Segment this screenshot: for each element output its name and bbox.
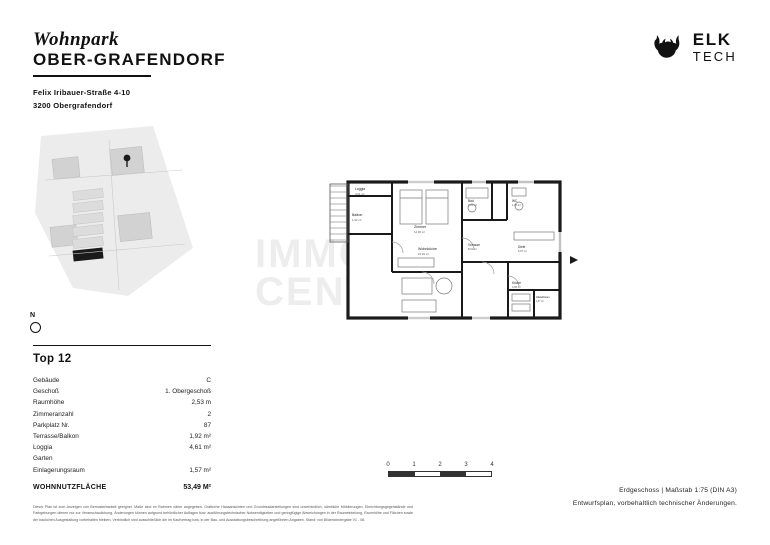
room-label: Wohnküche xyxy=(418,247,437,251)
svg-text:1,57 m²: 1,57 m² xyxy=(536,301,544,303)
spec-label: Einlagerungsraum xyxy=(33,466,85,474)
plan-disclaimer-caption: Entwurfsplan, vorbehaltlich technischer Änderungen. xyxy=(572,500,737,507)
compass-rose xyxy=(30,312,60,333)
scale-tick-labels xyxy=(388,462,498,471)
table-row xyxy=(33,431,211,442)
spec-value: 87 xyxy=(203,421,211,429)
room-label: Zimmer xyxy=(414,225,427,229)
scale-tick: 1 xyxy=(412,462,416,468)
scale-bar-segments xyxy=(388,471,492,477)
spec-label: Parkplatz Nr. xyxy=(33,421,70,429)
elk-head-icon xyxy=(650,30,684,64)
table-row xyxy=(33,375,211,386)
brand-name-location: OBER-GRAFENDORF xyxy=(33,49,226,69)
page-title: Top 12 xyxy=(33,353,72,365)
room-label: Abstellraum xyxy=(536,296,550,299)
spec-value: C xyxy=(206,377,211,385)
scale-tick: 4 xyxy=(490,462,494,468)
spec-label: Geschoß xyxy=(33,388,59,396)
address-line-2: 3200 Obergrafendorf xyxy=(33,100,113,110)
brand-divider xyxy=(33,75,151,77)
scale-bar xyxy=(388,462,498,477)
spec-label: Garten xyxy=(33,455,53,463)
view-direction-arrow xyxy=(570,256,578,264)
svg-text:15,26 m²: 15,26 m² xyxy=(418,252,430,256)
spec-label: Raumhöhe xyxy=(33,399,65,407)
unit-divider-top xyxy=(33,345,211,346)
svg-text:1,46 m²: 1,46 m² xyxy=(512,204,521,207)
room-label: Balkon xyxy=(352,213,363,217)
room-label: Vorraum xyxy=(468,243,481,247)
total-area-row xyxy=(33,484,211,491)
logo-wordmark xyxy=(693,31,737,63)
spec-value: 4,61 m² xyxy=(189,444,211,452)
spec-label: Gebäude xyxy=(33,377,60,385)
table-row xyxy=(33,442,211,453)
table-row xyxy=(33,420,211,431)
total-area-value: 53,49 M² xyxy=(183,483,211,491)
plan-scale-caption: Erdgeschoss | Maßstab 1:75 (DIN A3) xyxy=(619,487,737,494)
table-row xyxy=(33,397,211,408)
spec-label: Terrasse/Balkon xyxy=(33,433,79,441)
spec-value: 1,92 m² xyxy=(189,433,211,441)
compass-north-label: N xyxy=(30,312,36,319)
company-logo xyxy=(650,30,737,64)
address-line-1: Felix Iribauer-Straße 4-10 xyxy=(33,87,131,97)
scale-tick: 3 xyxy=(464,462,468,468)
brand-name-script: Wohnpark xyxy=(33,29,120,50)
svg-text:6,07 m²: 6,07 m² xyxy=(518,250,527,253)
room-label: Diele xyxy=(518,245,526,249)
spec-label: Zimmeranzahl xyxy=(33,410,74,418)
scale-tick: 0 xyxy=(386,462,390,468)
floorplan-drawing xyxy=(322,172,582,332)
room-label: Bad xyxy=(468,199,474,203)
spec-value: 1. Obergeschoß xyxy=(165,388,211,396)
unit-spec-table xyxy=(33,375,211,476)
plan-footer-info xyxy=(407,487,737,507)
svg-text:4,96 m²: 4,96 m² xyxy=(512,286,521,289)
room-label: Loggia xyxy=(355,187,366,191)
spec-value: 1,57 m² xyxy=(189,466,211,474)
svg-text:8,91 m²: 8,91 m² xyxy=(468,248,477,251)
legal-disclaimer: Dieser Plan ist zum Anzeigen von Bemusterbarkeit geeignet. Maße sind im Rahmen näher angegeben. Grafische Hausansichten und Grundrissdarstellungen sind unverbindlich, sämtliche Möblierungen, Einrichtungsgegenstände und Farbgebungen dienen nur zur Veranschaulichung. Änderungen können aufgrund behördlicher Auflagen bzw. ausführungstechnischer Notwendigkeiten und geringfügige Abweichungen in der Raumeinteilung, Raumhöhe und Flächen sowie der baulichen Ausgestaltung vorbehalten bleiben. Verbindlich sind ausschließlich die im Kaufvertrag bzw. in der Bau- und Ausstattungsbeschreibung angeführten Angaben. Stand: von Bilderwiedergabe V1 - 06. xyxy=(33,505,413,522)
room-label: WC xyxy=(512,199,518,203)
room-label: Küche xyxy=(512,281,522,285)
scale-tick: 2 xyxy=(438,462,442,468)
table-row xyxy=(33,453,211,464)
brand-block xyxy=(33,30,263,112)
unit-info-block xyxy=(33,345,211,491)
svg-text:1,92 m²: 1,92 m² xyxy=(352,218,362,222)
logo-subname: TECH xyxy=(692,49,737,64)
spec-value: 2 xyxy=(207,410,211,418)
compass-circle-icon xyxy=(30,322,41,333)
table-row xyxy=(33,386,211,397)
site-plan-illustration xyxy=(33,118,198,308)
total-area-label: WOHNNUTZFLÄCHE xyxy=(33,483,107,491)
watermark-text: IMMO CENTER xyxy=(255,232,432,314)
table-row xyxy=(33,465,211,476)
table-row xyxy=(33,409,211,420)
spec-value xyxy=(128,453,212,464)
svg-text:12,96 m²: 12,96 m² xyxy=(414,230,426,234)
logo-name: ELK xyxy=(692,30,732,49)
spec-label: Loggia xyxy=(33,444,53,452)
svg-text:4,61 m²: 4,61 m² xyxy=(355,192,365,196)
svg-text:4,25 m²: 4,25 m² xyxy=(468,204,477,207)
spec-value: 2,53 m xyxy=(191,399,211,407)
